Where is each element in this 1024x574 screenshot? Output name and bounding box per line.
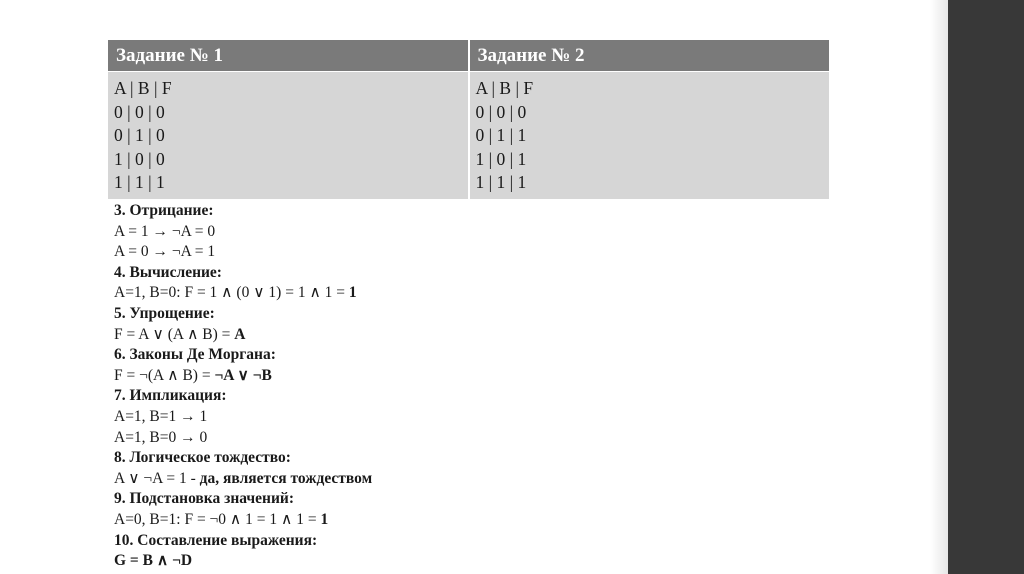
section-9-heading: 9. Подстановка значений: [114, 490, 294, 508]
truth-table-row: 1 | 0 | 1 [475, 148, 527, 169]
section-9-result: 1 [320, 510, 329, 528]
section-7-line-1: A=1, B=1 → 1 [114, 407, 208, 425]
section-6-result: ¬A ∨ ¬B [214, 366, 272, 384]
task-2-truth-table [469, 72, 830, 199]
section-5-line [114, 325, 714, 346]
section-6-expression: F = ¬(A ∧ B) = [114, 366, 215, 384]
section-6-line [114, 366, 714, 387]
truth-table-row: 0 | 1 | 1 [475, 125, 527, 145]
section-9-line [114, 510, 714, 531]
section-4-expression: A=1, B=0: F = 1 ∧ (0 ∨ 1) = 1 ∧ 1 = [114, 284, 349, 302]
truth-table-row: 0 | 0 | 0 [114, 101, 165, 122]
solutions-block [114, 201, 714, 572]
task-1-title: Задание № 1 [108, 40, 469, 72]
section-5-heading: 5. Упрощение: [114, 304, 215, 322]
right-sidebar-bar [948, 0, 1024, 574]
section-4-line [114, 283, 714, 304]
truth-table-row: A | B | F [114, 78, 172, 98]
section-5-result: A [234, 325, 246, 343]
section-6-heading: 6. Законы Де Моргана: [114, 346, 276, 364]
section-10-result: G = B ∧ ¬D [114, 552, 193, 570]
truth-table-row: 0 | 0 | 0 [475, 101, 527, 122]
tasks-body-row [108, 72, 829, 199]
truth-table-row: 1 | 1 | 1 [475, 172, 527, 192]
section-8-expression: A ∨ ¬A = 1 - [114, 469, 200, 487]
tasks-table [108, 40, 829, 199]
section-4-result: 1 [348, 284, 357, 302]
section-8-heading: 8. Логическое тождество: [114, 449, 291, 467]
section-3-line-1: A = 1 → ¬A = 0 [114, 222, 216, 240]
truth-table-row: 1 | 1 | 1 [114, 172, 165, 192]
truth-table-row: 1 | 0 | 0 [114, 148, 165, 169]
section-3-heading: 3. Отрицание: [114, 202, 214, 219]
section-8-line [114, 469, 714, 490]
section-7-heading: 7. Импликация: [114, 387, 227, 405]
section-8-result: да, является тождеством [199, 469, 373, 487]
task-1-truth-table [108, 72, 469, 199]
section-7-line-2: A=1, B=0 → 0 [114, 428, 208, 446]
section-3-line-2: A = 0 → ¬A = 1 [114, 243, 216, 261]
task-2-title: Задание № 2 [469, 40, 830, 72]
truth-table-row: 0 | 1 | 0 [114, 125, 165, 145]
sidebar-edge-shadow [930, 0, 948, 574]
section-5-expression: F = A ∨ (A ∧ B) = [114, 325, 235, 343]
tasks-header-row [108, 40, 829, 72]
truth-table-row: A | B | F [475, 78, 534, 98]
section-10-heading: 10. Составление выражения: [114, 531, 318, 549]
section-9-expression: A=0, B=1: F = ¬0 ∧ 1 = 1 ∧ 1 = [114, 510, 321, 528]
section-4-heading: 4. Вычисление: [114, 263, 222, 281]
